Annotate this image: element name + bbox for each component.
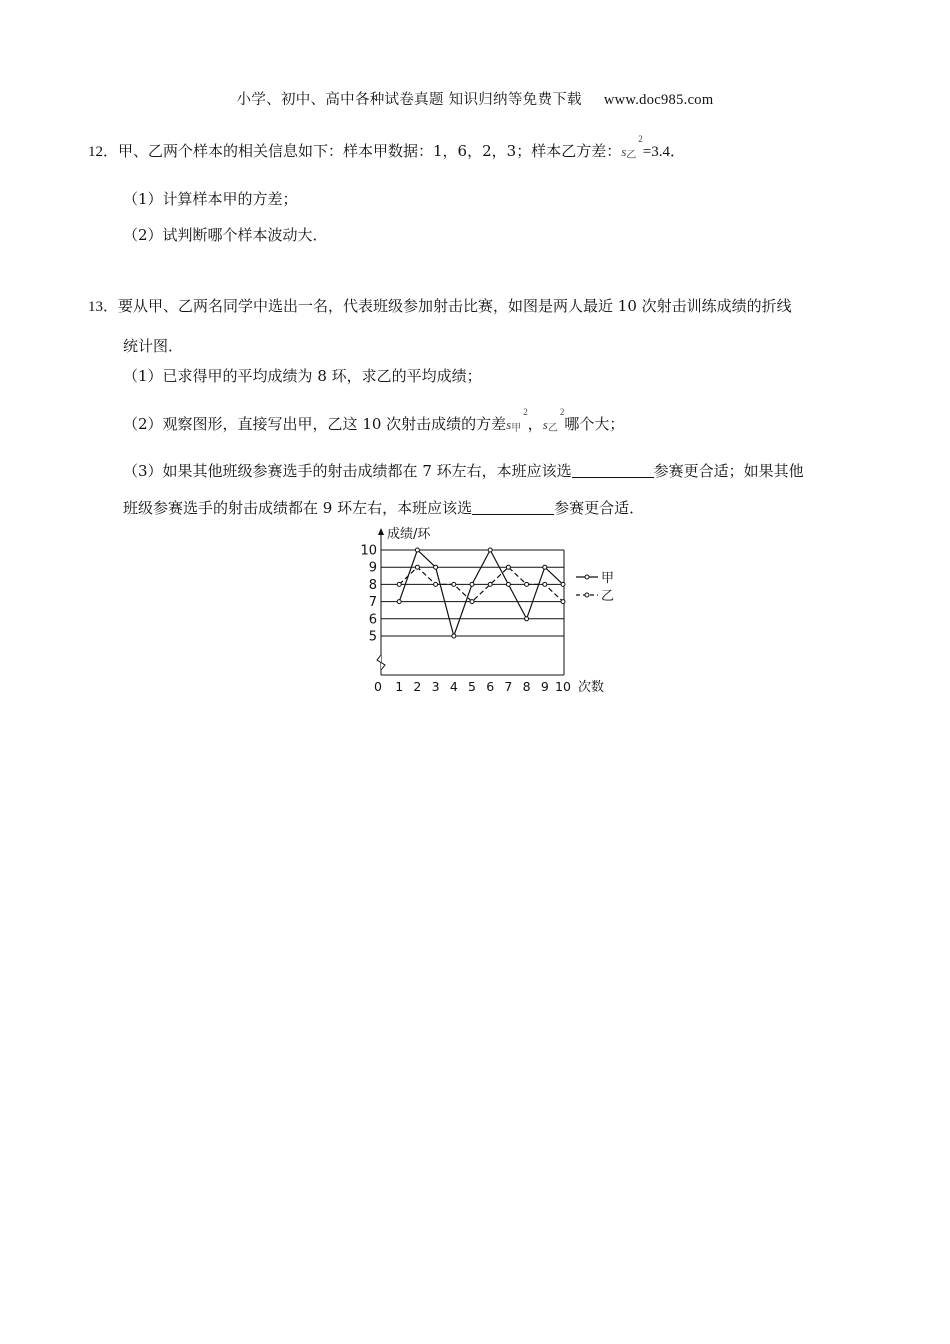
x-tick-label: 1 [395, 679, 404, 694]
data-point [543, 565, 547, 569]
q13-number: 13． [88, 299, 119, 315]
q12-sub2: （2）试判断哪个样本波动大． [123, 226, 328, 244]
q12-variance-symbol [621, 134, 643, 161]
chart-labels [360, 526, 604, 695]
data-point [434, 565, 438, 569]
answer-blank-1[interactable] [572, 463, 654, 478]
answer-blank-2[interactable] [472, 500, 554, 515]
y-axis-arrow [378, 528, 384, 535]
q13-sym1-sup: 2 [523, 407, 528, 417]
data-point [397, 600, 401, 604]
q12-sym-s: s [621, 144, 627, 159]
x-tick-label: 8 [522, 679, 531, 694]
q13-line1: 要从甲、乙两名同学中选出一名，代表班级参加射击比赛，如图是两人最近 10 次射击训练成绩的折线 [118, 297, 792, 315]
page-header [0, 88, 950, 109]
data-point [561, 582, 565, 586]
q13-line2: 统计图． [123, 337, 184, 355]
data-point [415, 548, 419, 552]
x-tick-label: 3 [431, 679, 440, 694]
q13-sym2-sub: 乙 [547, 423, 558, 434]
score-line-chart [360, 525, 630, 700]
data-point [506, 582, 510, 586]
data-point [434, 582, 438, 586]
question-12 [88, 134, 685, 161]
data-point [470, 582, 474, 586]
header-text: 小学、初中、高中各种试卷真题 知识归纳等免费下载 [236, 92, 582, 108]
q13-sub1: （1）已求得甲的平均成绩为 8 环，求乙的平均成绩； [123, 367, 482, 385]
data-point [415, 565, 419, 569]
chart-grid [381, 550, 564, 636]
data-point [506, 565, 510, 569]
x-tick-label: 9 [540, 679, 549, 694]
y-tick-label: 6 [368, 612, 377, 628]
data-point [543, 582, 547, 586]
y-axis-title: 成绩/环 [387, 527, 431, 542]
x-tick-label: 10 [555, 679, 571, 694]
origin-label: 0 [374, 679, 382, 694]
x-axis-title: 次数 [578, 680, 605, 695]
q13-sub3-a: （3）如果其他班级参赛选手的射击成绩都在 7 环左右，本班应该选 [123, 462, 572, 480]
q13-sym1-s: s [506, 417, 512, 432]
data-point [452, 582, 456, 586]
q12-text-b: =3.4． [642, 144, 685, 160]
data-point [488, 548, 492, 552]
y-tick-label: 5 [368, 629, 377, 645]
y-tick-label: 8 [368, 577, 377, 593]
x-tick-label: 7 [504, 679, 513, 694]
header-site: www.doc985.com [603, 92, 714, 108]
q13-sym2-sup: 2 [559, 407, 565, 417]
legend-label-jia: 甲 [601, 571, 615, 586]
q13-variance-symbol-jia [506, 407, 528, 434]
data-point [561, 600, 565, 604]
legend-label-yi: 乙 [601, 589, 615, 604]
question-13 [88, 295, 792, 316]
y-tick-label: 10 [360, 543, 377, 559]
x-tick-label: 2 [413, 679, 422, 694]
data-point [470, 600, 474, 604]
data-point [525, 582, 529, 586]
axis-break-mark [377, 655, 385, 670]
q13-variance-symbol-yi [542, 407, 565, 434]
q13-sub3-d: 参赛更合适． [554, 499, 645, 517]
q13-sub3 [123, 460, 804, 481]
q12-sub1: （1）计算样本甲的方差； [123, 190, 298, 208]
q13-sub3-c: 班级参赛选手的射击成绩都在 9 环左右，本班应该选 [123, 499, 473, 517]
data-point [452, 634, 456, 638]
legend-marker [585, 593, 589, 597]
q13-sym1-sub: 甲 [511, 423, 522, 434]
q13-sub3-b: 参赛更合适；如果其他 [653, 462, 804, 480]
q12-number: 12． [88, 144, 119, 160]
q12-sym-sub: 乙 [626, 150, 637, 161]
chart-legend [576, 571, 614, 604]
q12-sym-sup: 2 [638, 134, 643, 144]
y-tick-label: 7 [368, 595, 377, 611]
q13-sub2 [123, 407, 625, 434]
data-point [525, 617, 529, 621]
q13-sub2-b: 哪个大； [564, 415, 625, 433]
x-tick-label: 5 [468, 679, 476, 694]
q13-sub3-cont [123, 497, 644, 518]
chart-series [397, 548, 565, 638]
data-point [488, 582, 492, 586]
q12-text-a: 甲、乙两个样本的相关信息如下：样本甲数据：1，6，2，3；样本乙方差： [118, 142, 622, 160]
x-tick-label: 6 [486, 679, 495, 694]
y-tick-label: 9 [368, 560, 377, 576]
x-tick-label: 4 [449, 679, 458, 694]
q13-sub2-a: （2）观察图形，直接写出甲，乙这 10 次射击成绩的方差 [123, 415, 507, 433]
legend-marker [585, 575, 589, 579]
data-point [397, 582, 401, 586]
q13-sep: ， [527, 415, 543, 433]
q13-sym2-s: s [542, 417, 548, 432]
